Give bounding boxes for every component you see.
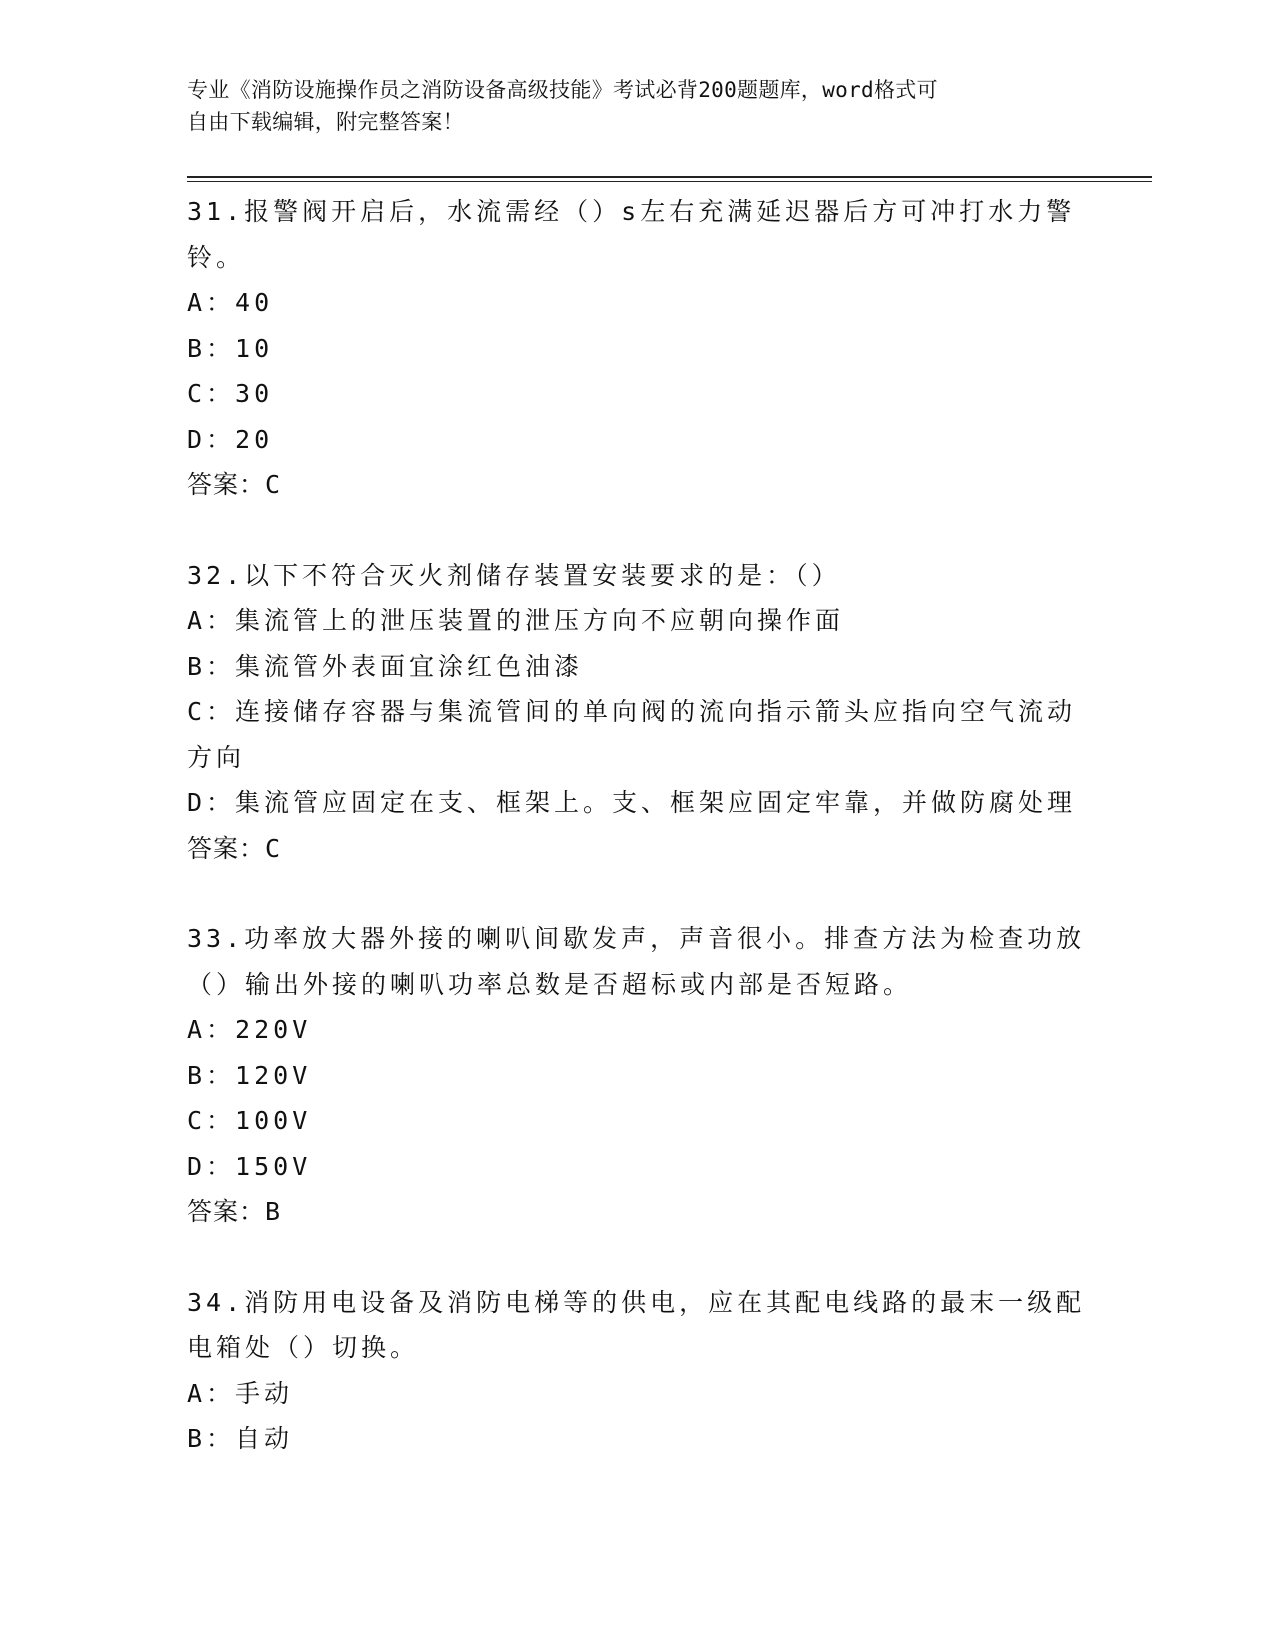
answer: 答案：C: [187, 470, 282, 499]
option-a: A：40: [187, 288, 274, 317]
option-c: C：30: [187, 379, 274, 408]
option-a: A：220V: [187, 1015, 312, 1044]
header-rule-thin: [187, 181, 1152, 182]
question-list: [187, 189, 1087, 1462]
answer: 答案：C: [187, 833, 282, 863]
question-stem: （）输出外接的喇叭功率总数是否超标或内部是否短路。: [187, 969, 913, 999]
answer: 答案：B: [187, 1197, 282, 1226]
question-32: [187, 553, 1087, 872]
header-line-1: 专业《消防设施操作员之消防设备高级技能》考试必背200题题库，word格式可: [187, 78, 938, 102]
option-d: D：20: [187, 424, 274, 454]
option-a: A：手动: [187, 1378, 294, 1408]
option-d: D：150V: [187, 1151, 312, 1181]
option-b: B：120V: [187, 1060, 312, 1090]
option-c-continued: 方向: [187, 742, 246, 772]
question-stem: 电箱处（）切换。: [187, 1333, 420, 1362]
question-stem: 32.以下不符合灭火剂储存装置安装要求的是：（）: [187, 560, 841, 590]
option-c: C：100V: [187, 1106, 312, 1135]
question-31: [187, 189, 1087, 508]
option-b: B：集流管外表面宜涂红色油漆: [187, 651, 584, 681]
question-stem: 33.功率放大器外接的喇叭间歇发声，声音很小。排查方法为检查功放: [187, 924, 1086, 953]
question-stem: 铃。: [187, 242, 246, 272]
document-header: [187, 74, 1067, 138]
option-a: A：集流管上的泄压装置的泄压方向不应朝向操作面: [187, 606, 845, 635]
option-d: D：集流管应固定在支、框架上。支、框架应固定牢靠，并做防腐处理: [187, 788, 1077, 817]
header-line-2: 自由下载编辑，附完整答案！: [187, 110, 464, 134]
header-rule-thick: [187, 176, 1152, 178]
option-b: B：10: [187, 333, 274, 363]
option-c: C：连接储存容器与集流管间的单向阀的流向指示箭头应指向空气流动: [187, 697, 1077, 726]
question-33: [187, 916, 1087, 1235]
question-stem: 34.消防用电设备及消防电梯等的供电，应在其配电线路的最末一级配: [187, 1287, 1086, 1317]
option-b: B：自动: [187, 1424, 294, 1453]
question-stem: 31.报警阀开启后，水流需经（）s左右充满延迟器后方可冲打水力警: [187, 197, 1076, 226]
question-34: [187, 1280, 1087, 1462]
